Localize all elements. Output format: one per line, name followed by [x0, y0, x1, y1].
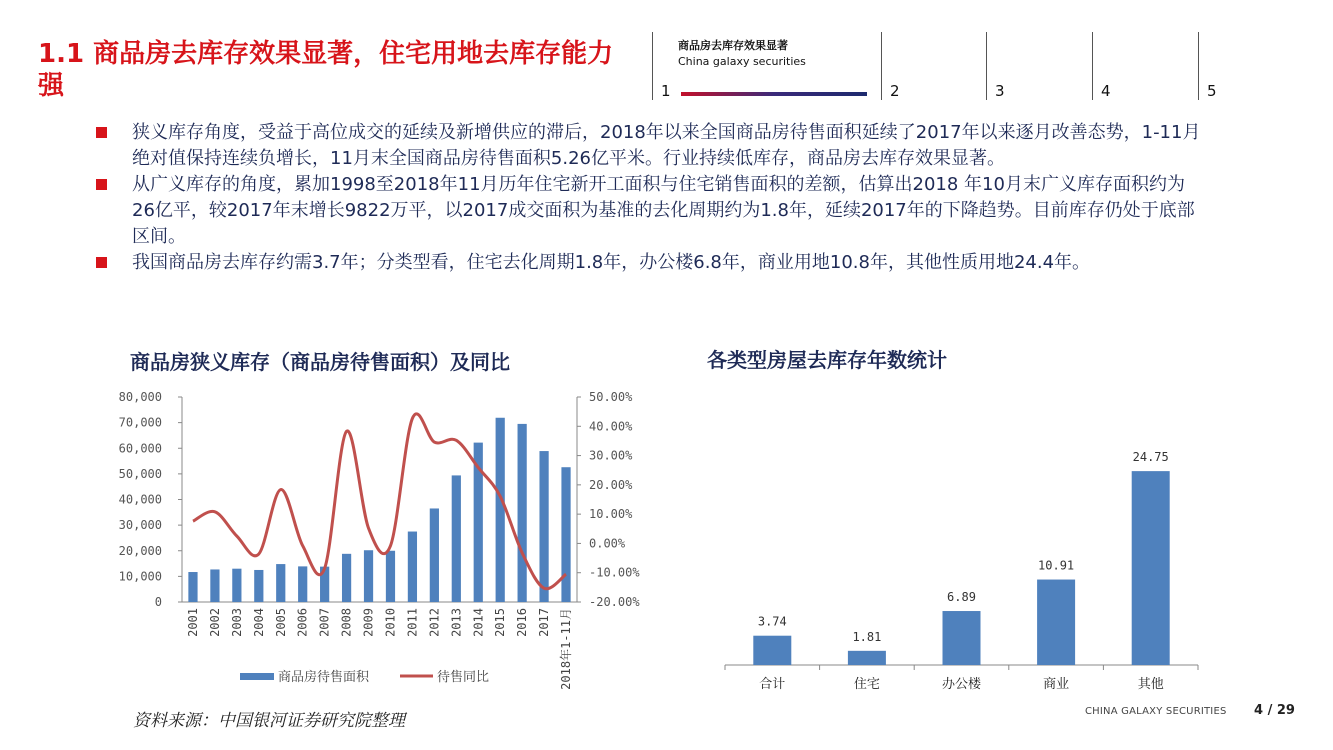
nav-tab-5-label: 5 — [1207, 82, 1217, 100]
data-label: 24.75 — [1132, 450, 1169, 465]
nav-tab-2-label: 2 — [890, 82, 900, 100]
left-tick-label: 80,000 — [118, 390, 162, 404]
nav-tab-3[interactable] — [986, 32, 1091, 100]
bullet-item — [96, 120, 1206, 172]
bullet-square-icon — [96, 257, 107, 268]
left-tick-label: 30,000 — [118, 518, 162, 533]
x-tick-label: 商业 — [1043, 677, 1070, 692]
nav-tab-5[interactable] — [1198, 32, 1217, 100]
x-tick-label: 其他 — [1137, 677, 1164, 692]
nav-tab-1[interactable] — [652, 32, 881, 100]
x-tick-label: 住宅 — [853, 677, 880, 692]
section-nav — [652, 32, 1217, 102]
bar — [539, 451, 548, 602]
right-tick-label: -10.00% — [589, 565, 640, 580]
x-tick-label: 2018年1-11月 — [559, 608, 574, 690]
left-tick-label: 40,000 — [118, 492, 162, 507]
right-tick-label: 10.00% — [589, 507, 633, 522]
x-tick-label: 2006 — [295, 608, 310, 637]
bullet-item — [96, 250, 1206, 276]
right-tick-label: 40.00% — [589, 419, 633, 434]
x-tick-label: 2007 — [317, 608, 332, 637]
bullet-list — [96, 120, 1206, 276]
data-label: 1.81 — [852, 629, 882, 644]
series-line — [193, 414, 566, 589]
bar — [1132, 471, 1170, 665]
nav-tab-4-label: 4 — [1101, 82, 1111, 100]
right-tick-label: -20.00% — [589, 595, 640, 609]
bar — [408, 532, 417, 602]
legend-bar-label: 商品房待售面积 — [278, 670, 370, 685]
bar — [232, 569, 241, 602]
x-tick-label: 2012 — [427, 608, 442, 637]
x-tick-label: 合计 — [759, 677, 786, 692]
legend-line-label: 待售同比 — [437, 670, 490, 685]
data-label: 6.89 — [947, 590, 976, 605]
page-number: 4 / 29 — [1254, 703, 1295, 718]
x-tick-label: 2013 — [449, 608, 464, 637]
footer-brand: CHINA GALAXY SECURITIES — [1085, 706, 1227, 717]
bullet-square-icon — [96, 179, 107, 190]
bar — [276, 564, 285, 602]
x-tick-label: 2005 — [273, 608, 288, 637]
nav-subtitle — [678, 38, 806, 70]
right-tick-label: 20.00% — [589, 477, 633, 492]
x-tick-label: 2003 — [229, 608, 244, 637]
destock-years-chart — [700, 420, 1220, 700]
chart1-title: 商品房狭义库存（商品房待售面积）及同比 — [130, 350, 510, 374]
x-tick-label: 2009 — [361, 608, 376, 637]
bullet-text: 从广义库存的角度，累加1998至2018年11月历年住宅新开工面积与住宅销售面积的差额，估算出2018 年10月末广义库存面积约为26亿平，较2017年末增长9822万平，以2017成交面积为基准的去化周期约为1.8年，延续2017年的下降趋势。目前库存仍处于底部区间。 — [132, 174, 1195, 247]
x-tick-label: 2002 — [207, 608, 222, 637]
bar — [386, 551, 395, 602]
data-label: 10.91 — [1038, 558, 1075, 573]
nav-subtitle-en: China galaxy securities — [678, 55, 806, 68]
bar — [496, 418, 505, 602]
bullet-square-icon — [96, 127, 107, 138]
inventory-chart — [100, 380, 660, 700]
right-tick-label: 50.00% — [589, 390, 633, 404]
x-tick-label: 2001 — [185, 608, 200, 637]
nav-tab-1-label: 1 — [661, 82, 671, 100]
bar — [430, 508, 439, 602]
right-tick-label: 0.00% — [589, 536, 626, 551]
bullet-text: 狭义库存角度，受益于高位成交的延续及新增供应的滞后，2018年以来全国商品房待售面积延续了2017年以来逐月改善态势，1-11月绝对值保持连续负增长，11月末全国商品房待售面积5.26亿平米。行业持续低库存，商品房去库存效果显著。 — [132, 122, 1201, 169]
bar — [452, 475, 461, 602]
bar — [561, 467, 570, 602]
x-tick-label: 办公楼 — [941, 677, 982, 692]
nav-tab-2[interactable] — [881, 32, 986, 100]
left-tick-label: 10,000 — [118, 569, 162, 584]
bar — [210, 569, 219, 602]
bar — [342, 554, 351, 602]
x-tick-label: 2017 — [537, 608, 552, 637]
x-tick-label: 2011 — [405, 608, 420, 637]
bar — [188, 572, 197, 602]
left-tick-label: 70,000 — [118, 415, 162, 430]
x-tick-label: 2015 — [493, 608, 508, 637]
chart2-title: 各类型房屋去库存年数统计 — [707, 348, 947, 372]
bar — [1037, 580, 1075, 665]
bar — [518, 424, 527, 602]
bar — [254, 570, 263, 602]
bar — [298, 566, 307, 602]
nav-active-bar — [681, 92, 867, 96]
nav-subtitle-cn: 商品房去库存效果显著 — [678, 39, 788, 52]
x-tick-label: 2004 — [251, 608, 266, 637]
left-tick-label: 0 — [154, 595, 162, 609]
x-tick-label: 2016 — [515, 608, 530, 637]
bullet-text: 我国商品房去库存约需3.7年；分类型看，住宅去化周期1.8年，办公楼6.8年，商业用地10.8年，其他性质用地24.4年。 — [132, 252, 1091, 273]
bar — [364, 550, 373, 602]
nav-tab-4[interactable] — [1092, 32, 1197, 100]
x-tick-label: 2014 — [471, 608, 486, 637]
left-tick-label: 20,000 — [118, 543, 162, 558]
x-tick-label: 2010 — [383, 608, 398, 637]
bullet-item — [96, 172, 1206, 250]
left-tick-label: 60,000 — [118, 441, 162, 456]
left-tick-label: 50,000 — [118, 466, 162, 481]
source-note: 资料来源：中国银河证券研究院整理 — [133, 711, 405, 731]
right-tick-label: 30.00% — [589, 448, 633, 463]
bar — [848, 651, 886, 665]
data-label: 3.74 — [757, 614, 787, 629]
bar — [753, 636, 791, 665]
legend-bar-swatch — [240, 673, 274, 680]
bar — [943, 611, 981, 665]
nav-tab-3-label: 3 — [995, 82, 1005, 100]
page-title: 1.1 商品房去库存效果显著，住宅用地去库存能力强 — [38, 39, 614, 101]
x-tick-label: 2008 — [339, 608, 354, 637]
